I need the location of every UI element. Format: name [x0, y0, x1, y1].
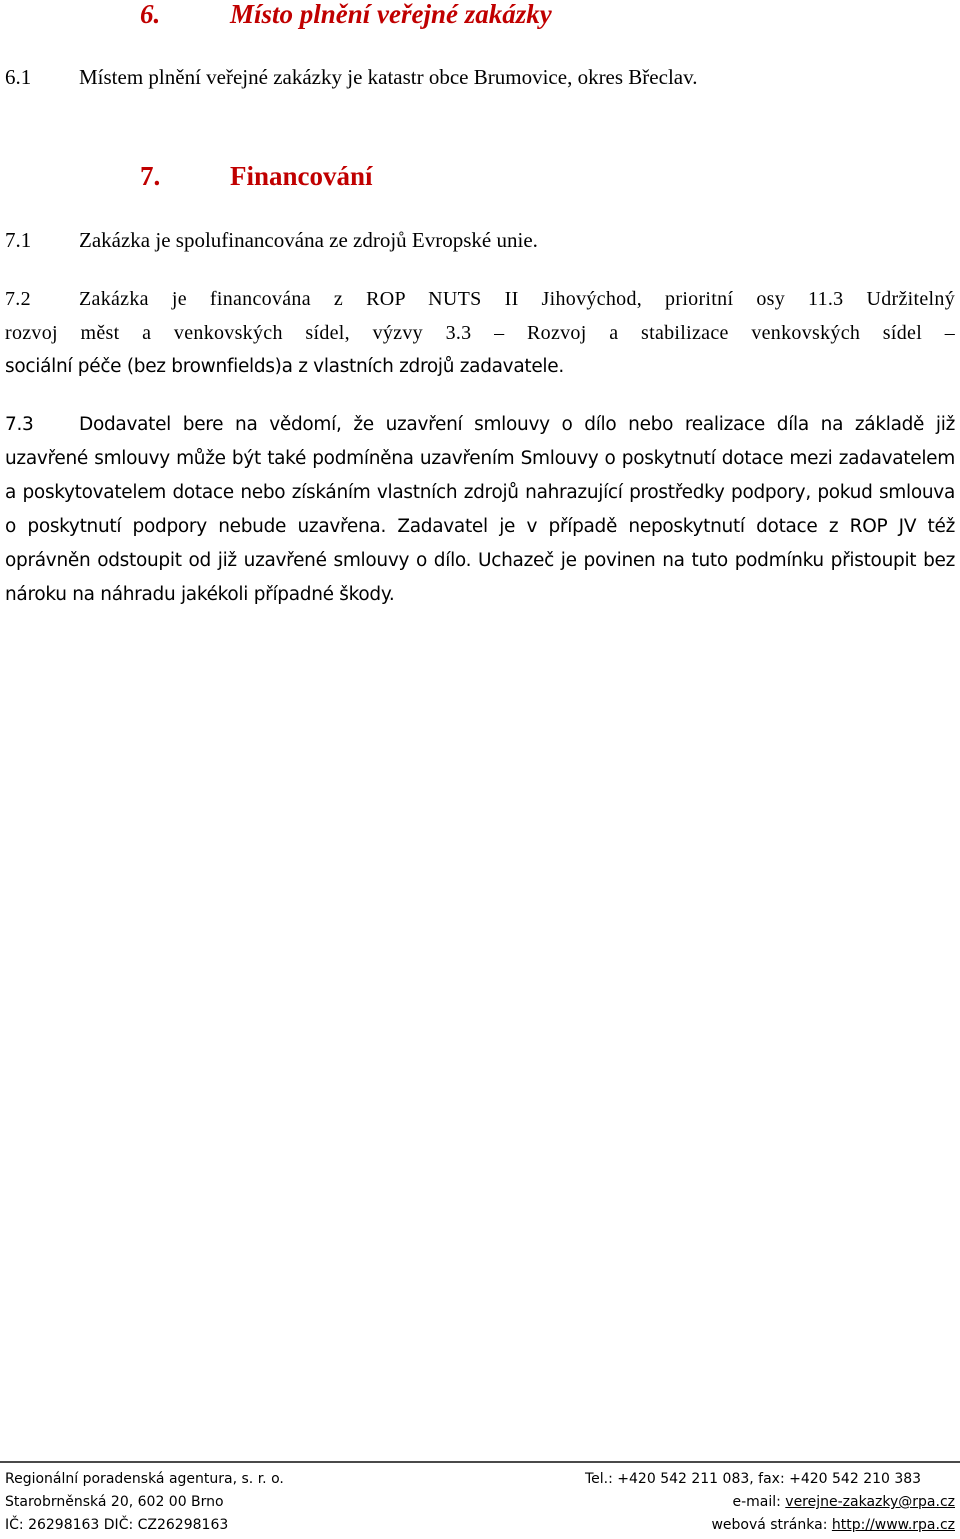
footer-row-1: [5, 1468, 955, 1491]
footer-ids: IČ: 26298163 DIČ: CZ26298163: [5, 1517, 229, 1533]
footer-email: [732, 1491, 955, 1514]
footer-email-label: e-mail:: [732, 1494, 786, 1510]
footer-email-link[interactable]: verejne-zakazky@rpa.cz: [785, 1494, 955, 1510]
footer-row-2: [5, 1491, 955, 1514]
footer-phone: Tel.: +420 542 211 083, fax: +420 542 210 383: [585, 1471, 922, 1487]
footer: [5, 1468, 955, 1537]
section-6-heading: [140, 0, 552, 30]
section-6-number: 6.: [140, 0, 161, 29]
footer-web: [711, 1514, 955, 1537]
footer-row-3: [5, 1514, 955, 1537]
item-7-2-number: 7.2: [5, 288, 31, 310]
item-6-1-text: Místem plnění veřejné zakázky je katastr obce Brumovice, okres Břeclav.: [79, 65, 698, 89]
item-7-3-number: 7.3: [5, 414, 34, 435]
footer-address: Starobrněnská 20, 602 00 Brno: [5, 1494, 224, 1510]
footer-company: Regionální poradenská agentura, s. r. o.: [5, 1471, 284, 1487]
item-7-2-line-3: sociální péče (bez brownfields)a z vlastních zdrojů zadavatele.: [5, 356, 564, 377]
item-7-2-line-1: [5, 282, 955, 316]
section-7-title: Financování: [230, 161, 373, 191]
footer-web-link[interactable]: http://www.rpa.cz: [831, 1517, 955, 1533]
footer-divider: [0, 1461, 960, 1463]
item-7-1: [5, 227, 538, 253]
footer-web-label: webová stránka:: [711, 1517, 832, 1533]
item-7-3-text: Dodavatel bere na vědomí, že uzavření smlouvy o dílo nebo realizace díla na základě již uzavřené smlouvy může být také podmíněna uzavřením Smlouvy o poskytnutí dotace mezi zadavatelem a poskytovatelem dotace nebo získáním vlastních zdrojů nahrazující prostředky podpory, pokud smlouva o poskytnutí podpory nebude uzavřena. Zadavatel je v případě neposkytnutí dotace z ROP JV též oprávněn odstoupit od již uzavřené smlouvy o dílo. Uchazeč je povinen na tuto podmínku přistoupit bez nároku na náhradu jakékoli případné škody.: [5, 414, 955, 605]
item-6-1: [5, 64, 698, 90]
item-7-3: [5, 408, 955, 612]
item-7-1-text: Zakázka je spolufinancována ze zdrojů Evropské unie.: [79, 228, 538, 252]
item-7-2-line-1-text: Zakázka je financována z ROP NUTS II Jihovýchod, prioritní osy 11.3 Udržitelný: [79, 288, 955, 310]
section-7-heading: [140, 160, 373, 192]
section-7-number: 7.: [140, 161, 161, 191]
item-6-1-number: 6.1: [5, 65, 32, 89]
item-7-2: [5, 282, 955, 384]
item-7-2-line-2: rozvoj měst a venkovských sídel, výzvy 3.3 – Rozvoj a stabilizace venkovských sídel –: [5, 322, 955, 344]
section-6-title: Místo plnění veřejné zakázky: [230, 0, 552, 29]
item-7-1-number: 7.1: [5, 228, 32, 252]
